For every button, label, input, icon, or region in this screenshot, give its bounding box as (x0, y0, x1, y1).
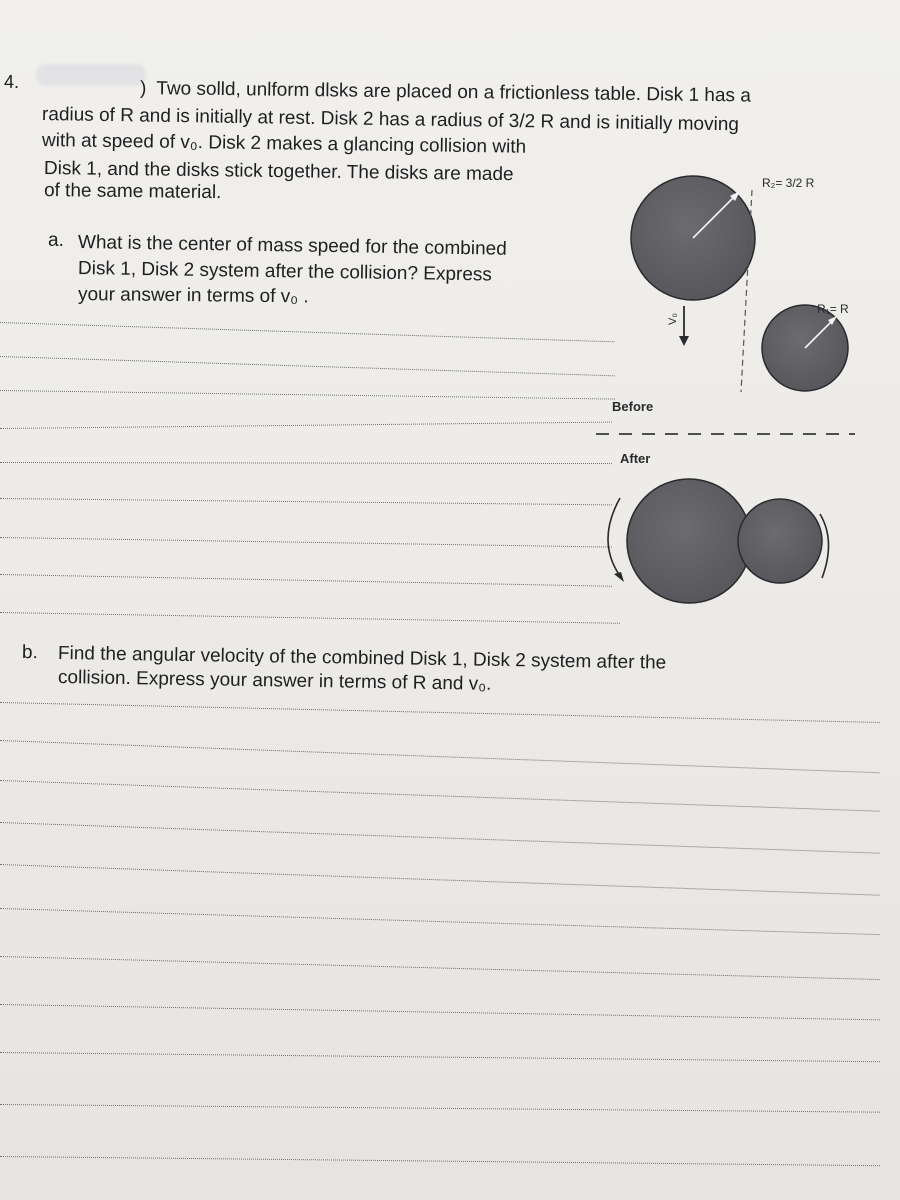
problem-number: 4. (4, 72, 20, 92)
answer-line[interactable] (0, 1004, 880, 1020)
answer-line[interactable] (0, 864, 879, 896)
answer-line[interactable] (0, 740, 879, 773)
part-a-line-3: your answer in terms of v₀ . (77, 284, 309, 308)
disk-1-after (738, 499, 822, 583)
disk-1-radius-label: R₁= R (817, 302, 849, 316)
answer-line[interactable] (0, 1104, 880, 1113)
answer-line[interactable] (0, 702, 880, 723)
intro-line-3: with at speed of v₀. Disk 2 makes a glancing collision with (41, 130, 527, 158)
part-a-label: a. (48, 230, 64, 251)
velocity-arrowhead (679, 336, 689, 346)
intro-line-5: of the same material. (43, 180, 222, 204)
answer-line[interactable] (0, 780, 879, 812)
answer-line[interactable] (0, 1052, 880, 1062)
after-label: After (620, 451, 651, 466)
intro-line-4: Disk 1, and the disks stick together. The disks are made (43, 158, 514, 186)
rotation-arrowhead-left (614, 572, 624, 582)
intro-line-1: ) Two solld, unlform dlsks are placed on a frictionless table. Disk 1 has a (139, 78, 751, 107)
answer-line[interactable] (0, 956, 880, 980)
part-a-line-1: What is the center of mass speed for the combined (77, 232, 507, 260)
part-b-line-1: Find the angular velocity of the combined Disk 1, Disk 2 system after the (57, 643, 667, 674)
answer-line[interactable] (0, 822, 879, 854)
disk-2-after (627, 479, 751, 603)
velocity-label: V₀ (666, 313, 679, 325)
part-a-line-2: Disk 1, Disk 2 system after the collision? Express (77, 258, 493, 286)
intro-line-2: radius of R and is initially at rest. Disk 2 has a radius of 3/2 R and is initially moving (41, 104, 740, 136)
part-b-label: b. (21, 642, 39, 664)
answer-line[interactable] (0, 1156, 880, 1166)
intro-tick: ) (139, 78, 147, 100)
part-b-line-2: collision. Express your answer in terms of R and v₀. (57, 667, 492, 695)
before-label: Before (612, 399, 654, 414)
rotation-arc-left (608, 498, 620, 576)
answer-line[interactable] (0, 908, 880, 935)
disk-2-radius-label: R₂= 3/2 R (762, 176, 815, 190)
